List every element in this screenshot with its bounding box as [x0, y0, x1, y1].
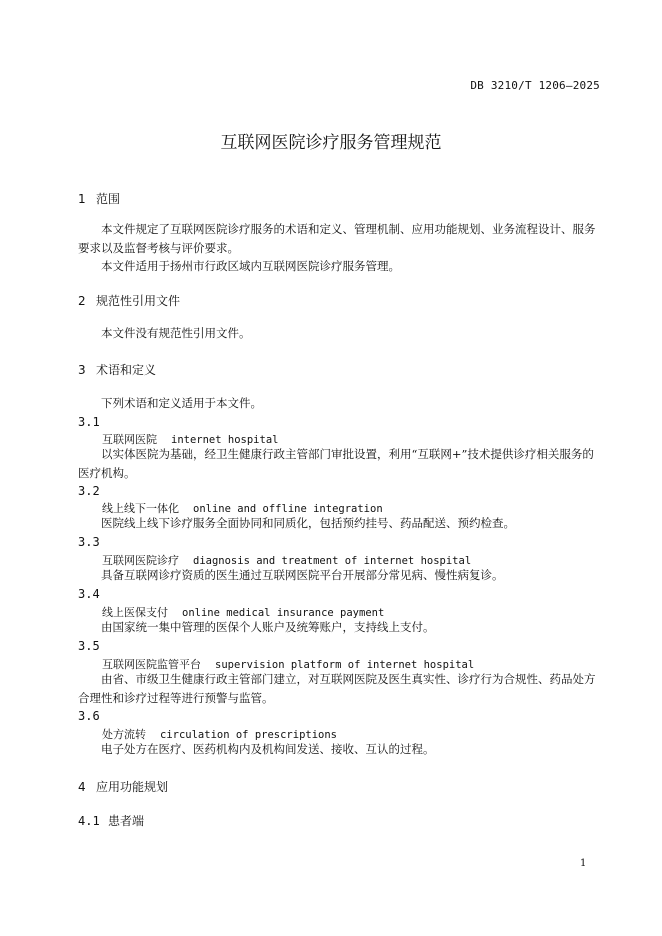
page-number: 1	[580, 858, 587, 869]
term-chinese: 处方流转	[102, 728, 146, 741]
term-definition: 电子处方在医疗、医药机构内及机构间发送、接收、互认的过程。	[101, 742, 435, 756]
section-2-heading	[78, 292, 180, 309]
section-1-paragraph-2: 本文件适用于扬州市行政区域内互联网医院诊疗服务管理。	[101, 259, 400, 273]
term-english: diagnosis and treatment of internet hospital	[193, 555, 472, 567]
section-number: 1	[78, 192, 86, 206]
term-definition: 具备互联网诊疗资质的医生通过互联网医院平台开展部分常见病、慢性病复诊。	[101, 568, 504, 582]
subsection-number: 4.1	[78, 814, 100, 828]
term-chinese: 互联网医院监管平台	[102, 658, 201, 671]
term-definition: 由国家统一集中管理的医保个人账户及统筹账户，支持线上支付。	[101, 620, 435, 634]
term-number: 3.4	[78, 587, 100, 601]
subsection-4-1-heading	[78, 812, 144, 829]
term-english: online and offline integration	[193, 503, 383, 515]
term-number: 3.3	[78, 535, 100, 549]
term-chinese: 线上医保支付	[102, 606, 168, 619]
term-english: circulation of prescriptions	[160, 729, 338, 741]
term-chinese: 互联网医院诊疗	[102, 554, 179, 567]
term-definition: 医院线上线下诊疗服务全面协同和同质化，包括预约挂号、药品配送、预约检查。	[101, 516, 515, 530]
term-definition: 以实体医院为基础，经卫生健康行政主管部门审批设置，利用“互联网+”技术提供诊疗相关服务的医疗机构。	[78, 447, 594, 480]
term-number: 3.1	[78, 415, 100, 429]
section-number: 3	[78, 363, 86, 377]
term-english: internet hospital	[171, 434, 279, 446]
term-chinese: 线上线下一体化	[102, 502, 179, 515]
section-1-heading	[78, 190, 120, 207]
term-number: 3.5	[78, 639, 100, 653]
subsection-title: 患者端	[108, 814, 145, 828]
document-title: 互联网医院诊疗服务管理规范	[220, 133, 442, 153]
section-title: 术语和定义	[96, 363, 157, 377]
term-english: online medical insurance payment	[182, 607, 385, 619]
term-number: 3.2	[78, 484, 100, 498]
section-4-heading	[78, 778, 168, 795]
standard-code: DB 3210/T 1206—2025	[470, 79, 600, 92]
term-number: 3.6	[78, 709, 100, 723]
term-definition: 由省、市级卫生健康行政主管部门建立，对互联网医院及医生真实性、诊疗行为合规性、药品处方合理性和诊疗过程等进行预警与监管。	[78, 672, 596, 705]
section-3-intro: 下列术语和定义适用于本文件。	[101, 396, 262, 410]
section-number: 4	[78, 780, 86, 794]
term-english: supervision platform of internet hospital	[215, 659, 475, 671]
section-3-heading	[78, 361, 156, 378]
section-title: 范围	[96, 192, 121, 206]
section-title: 应用功能规划	[96, 780, 169, 794]
section-number: 2	[78, 294, 86, 308]
section-title: 规范性引用文件	[96, 294, 181, 308]
section-2-paragraph-1: 本文件没有规范性引用文件。	[101, 326, 251, 340]
term-chinese: 互联网医院	[102, 433, 157, 446]
section-1-paragraph-1: 本文件规定了互联网医院诊疗服务的术语和定义、管理机制、应用功能规划、业务流程设计、服务要求以及监督考核与评价要求。	[78, 222, 596, 255]
